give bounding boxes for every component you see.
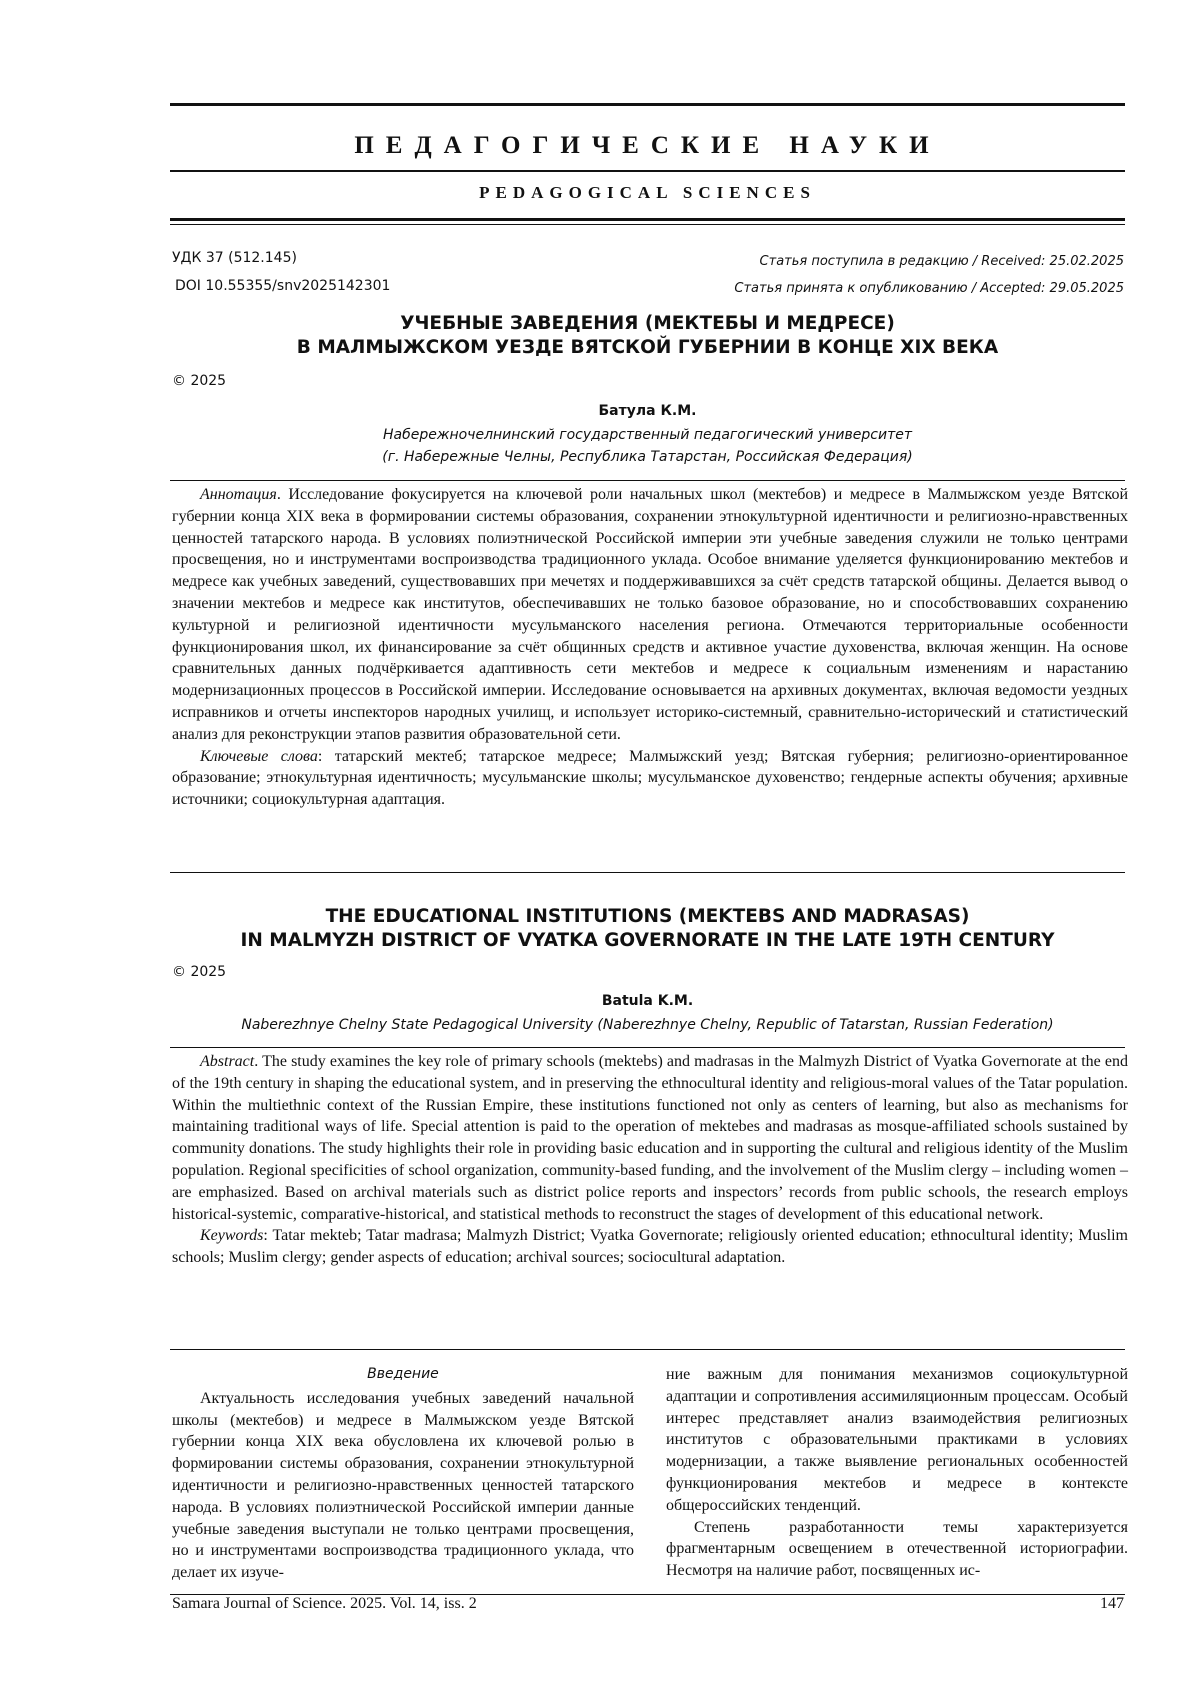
abstract-ru-text: . Исследование фокусируется на ключевой роли начальных школ (мектебов) и медресе в Малмыжском уезде Вятской губернии конца XIX века в формировании системы образования, сохранении этнокультурной идентичности и религиозно-нравственных ценностей татарского народа. В условиях полиэтнической Российской империи эти учебные заведения служили не только центрами просвещения, но и инструментами воспроизводства традиционного уклада. Особое внимание уделяется функционированию мектебов и медресе как учебных заведений, существовавших при мечетях и поддерживавшихся за счёт средств татарской общины. Делается вывод о значении мектебов и медресе как институтов, обеспечивавших не только базовое образование, но и способствовавших сохранению культурной и религиозной идентичности мусульманского населения региона. Отмечаются территориальные особенности функционирования школ, их финансирование за счёт общинных средств и активное участие духовенства, включая женщин. На основе сравнительных данных подчёркивается адаптивность сети мектебов и медресе к социальным изменениям и нарастанию модернизационных процессов в Российской империи. Исследование основывается на архивных документах, включая ведомости уездных исправников и отчеты инспекторов народных училищ, и использует историко-системный, сравнительно-исторический и статистический анализ для реконструкции этапов развития образовательной сети. bbox=[172, 486, 1128, 743]
doi-link[interactable]: DOI 10.55355/snv2025142301 bbox=[175, 278, 390, 294]
abstract-ru-bottom-rule bbox=[170, 872, 1125, 873]
affiliation-ru bbox=[170, 424, 1125, 468]
body-paragraph: Степень разработанности темы характеризуется фрагментарным освещением в отечественной историографии. Несмотря на наличие работ, посвященных ис- bbox=[666, 1517, 1128, 1582]
footer-page-number: 147 bbox=[1100, 1595, 1124, 1613]
header-top-rule bbox=[170, 103, 1125, 106]
keywords-ru-label: Ключевые слова bbox=[200, 748, 318, 765]
section-heading-en: PEDAGOGICAL SCIENCES bbox=[170, 183, 1125, 203]
body-paragraph: ние важным для понимания механизмов социокультурной адаптации и сопротивления ассимиляционным процессам. Особый интерес представляет анализ взаимодействия религиозных институтов с образовательными практиками в условиях модернизации, а также выявление региональных особенностей функционирования мектебов и медресе в контексте общероссийских тенденций. bbox=[666, 1364, 1128, 1517]
footer-journal: Samara Journal of Science. 2025. Vol. 14, iss. 2 bbox=[172, 1595, 477, 1613]
abstract-ru bbox=[172, 484, 1128, 811]
article-title-ru bbox=[170, 312, 1125, 360]
udk-code: УДК 37 (512.145) bbox=[172, 250, 297, 266]
header-bottom-rule bbox=[170, 218, 1125, 221]
header-bottom-rule-thin bbox=[170, 224, 1125, 225]
abstract-ru-label: Аннотация bbox=[200, 486, 277, 503]
body-left-column bbox=[172, 1364, 634, 1584]
affiliation-ru-line1: Набережночелнинский государственный педагогический университет bbox=[170, 424, 1125, 446]
abstract-en-text: . The study examines the key role of primary schools (mektebs) and madrasas in the Malmyzh District of Vyatka Governorate at the end of the 19th century in shaping the educational system, and in preserving the ethnocultural identity and religious-moral values of the Tatar population. Within the multiethnic context of the Russian Empire, these institutions functioned not only as centers of learning, but also as mechanisms for maintaining traditional ways of life. Special attention is paid to the operation of mektebes and madrasas as mosque-affiliated schools sustained by community donations. The study highlights their role in providing basic education and in supporting the cultural and religious identity of the Muslim population. Regional specificities of school organization, community-based funding, and the involvement of the Muslim clergy – including women – are emphasized. Based on archival materials such as district police reports and inspectors’ records from public schools, the research employs historical-systemic, comparative-historical, and statistical methods to reconstruct the stages of development of this educational network. bbox=[172, 1053, 1128, 1223]
accepted-date: Статья принята к опубликованию / Accepted: 29.05.2025 bbox=[734, 281, 1124, 296]
article-title-ru-line2: В МАЛМЫЖСКОМ УЕЗДЕ ВЯТСКОЙ ГУБЕРНИИ В КОНЦЕ XIX ВЕКА bbox=[170, 336, 1125, 360]
article-title-en-line1: THE EDUCATIONAL INSTITUTIONS (MEKTEBS AND MADRASAS) bbox=[170, 905, 1125, 929]
received-date: Статья поступила в редакцию / Received: 25.02.2025 bbox=[760, 254, 1124, 269]
author-ru: Батула К.М. bbox=[170, 403, 1125, 419]
author-en: Batula K.M. bbox=[170, 993, 1125, 1009]
keywords-ru-text: : татарский мектеб; татарское медресе; Малмыжский уезд; Вятская губерния; религиозно-ориентированное образование; этнокультурная идентичность; мусульманские школы; мусульманское духовенство; гендерные аспекты обучения; архивные источники; социокультурная адаптация. bbox=[172, 748, 1128, 809]
abstract-en-bottom-rule bbox=[170, 1349, 1125, 1350]
section-title-introduction: Введение bbox=[172, 1364, 634, 1386]
abstract-en bbox=[172, 1051, 1128, 1269]
header-middle-rule bbox=[170, 170, 1125, 172]
copyright-ru: © 2025 bbox=[172, 373, 226, 389]
journal-page bbox=[0, 0, 1200, 1697]
abstract-ru-paragraph bbox=[172, 484, 1128, 746]
section-heading-ru: ПЕДАГОГИЧЕСКИЕ НАУКИ bbox=[170, 132, 1125, 160]
article-title-en-line2: IN MALMYZH DISTRICT OF VYATKA GOVERNORATE IN THE LATE 19TH CENTURY bbox=[170, 929, 1125, 953]
affiliation-en: Naberezhnye Chelny State Pedagogical University (Naberezhnye Chelny, Republic of Tatarstan, Russian Federation) bbox=[170, 1014, 1125, 1036]
abstract-en-top-rule bbox=[170, 1047, 1125, 1048]
body-right-column bbox=[666, 1364, 1128, 1582]
abstract-en-label: Abstract bbox=[200, 1053, 254, 1070]
abstract-en-paragraph bbox=[172, 1051, 1128, 1225]
keywords-en-paragraph bbox=[172, 1225, 1128, 1269]
body-paragraph: Актуальность исследования учебных заведений начальной школы (мектебов) и медресе в Малмыжском уезде Вятской губернии конца XIX века обусловлена их ключевой ролью в формировании системы образования, сохранении этнокультурной идентичности и религиозно-нравственных ценностей татарского народа. В условиях полиэтнической Российской империи данные учебные заведения выступали не только центрами просвещения, но и инструментами воспроизводства традиционного уклада, что делает их изуче- bbox=[172, 1388, 634, 1584]
article-title-en bbox=[170, 905, 1125, 953]
keywords-en-text: : Tatar mekteb; Tatar madrasa; Malmyzh District; Vyatka Governorate; religiously oriented education; ethnocultural identity; Muslim schools; Muslim clergy; gender aspects of education; archival sources; sociocultural adaptation. bbox=[172, 1227, 1128, 1266]
article-title-ru-line1: УЧЕБНЫЕ ЗАВЕДЕНИЯ (МЕКТЕБЫ И МЕДРЕСЕ) bbox=[170, 312, 1125, 336]
affiliation-ru-line2: (г. Набережные Челны, Республика Татарстан, Российская Федерация) bbox=[170, 446, 1125, 468]
keywords-en-label: Keywords bbox=[200, 1227, 263, 1244]
abstract-ru-top-rule bbox=[170, 480, 1125, 481]
copyright-en: © 2025 bbox=[172, 964, 226, 980]
keywords-ru-paragraph bbox=[172, 746, 1128, 811]
